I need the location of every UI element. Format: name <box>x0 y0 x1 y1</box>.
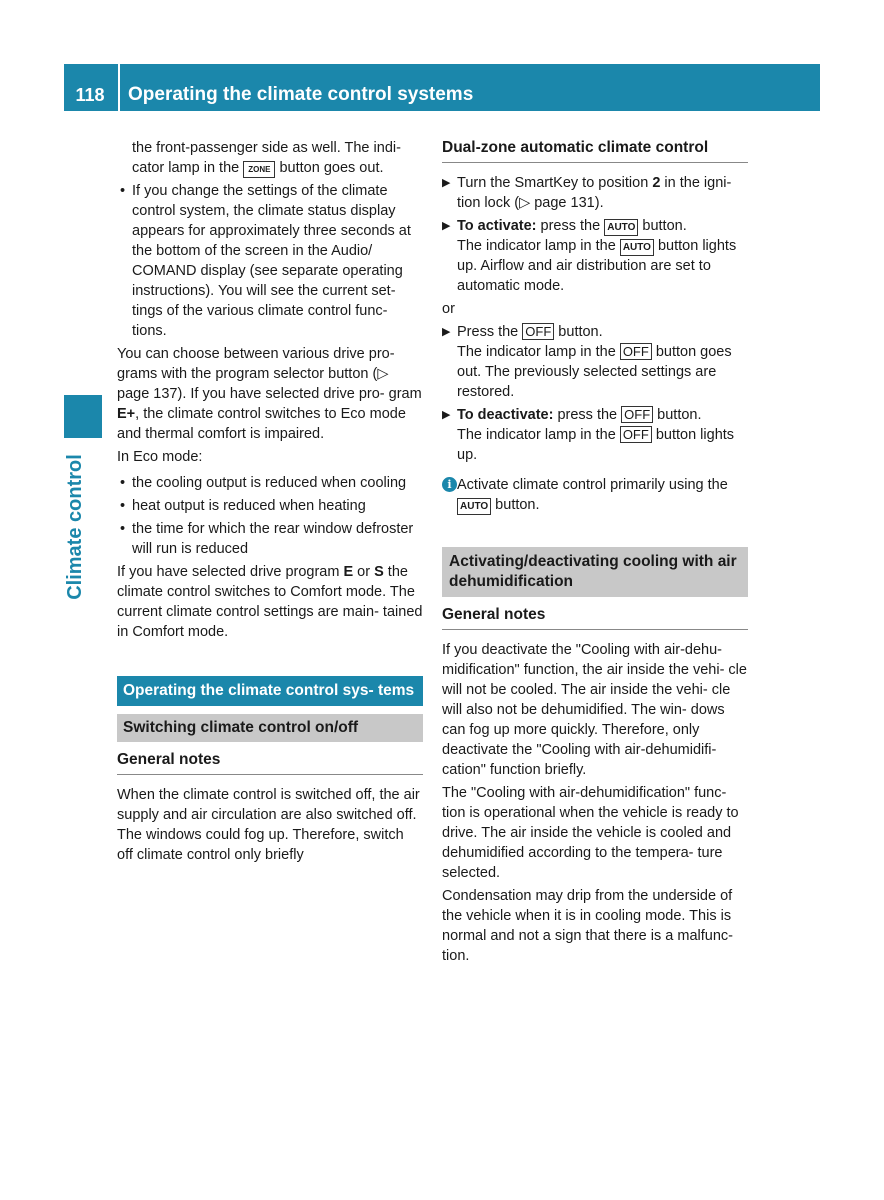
step-arrow-icon: ▶ <box>442 326 451 338</box>
cooling-section-heading: Activating/deactivating cooling with air dehumidification <box>442 547 748 597</box>
press-off-result: The indicator lamp in the OFF button goes out. The previously selected settings are restored. <box>457 344 732 400</box>
para-cooling-2: The "Cooling with air-dehumidification" func- tion is operational when the vehicle is ready to drive. The air inside the vehicle is cooled and dehumidified according to the tempera- ture selected. <box>442 785 739 881</box>
info-note: i Activate climate control primarily using the AUTO button. <box>442 475 748 515</box>
page-title: Operating the climate control systems <box>128 84 474 105</box>
eco-bullet: • heat output is reduced when heating <box>120 498 366 514</box>
or-separator: or <box>442 301 455 317</box>
eco-bullet: • the cooling output is reduced when cooling <box>120 475 407 491</box>
step-arrow-icon: ▶ <box>442 177 451 189</box>
eco-bullet: • the time for which the rear window defroster will run is reduced <box>120 521 414 557</box>
auto-button-icon: AUTO <box>457 498 491 515</box>
page-reference-link[interactable]: ▷ page 137 <box>117 366 389 402</box>
off-button-icon: OFF <box>620 426 652 443</box>
step-deactivate: ▶ To deactivate: press the OFF button. <box>442 407 702 423</box>
step-press-off: ▶ Press the OFF button. <box>442 324 603 340</box>
page-number: 118 <box>75 85 105 105</box>
bullet-climate-settings: • If you change the settings of the climate control system, the climate status display appears for approximately three seconds at the bottom of the screen in the Audio/ COMAND display (see separate operating instructions). You will see the current set- tings of the various climate control func- tions. <box>120 183 411 339</box>
step-activate: ▶ To activate: press the AUTO button. <box>442 218 687 234</box>
para-cooling-1: If you deactivate the "Cooling with air-dehu- midification" function, the air inside the vehi- cle will not be cooled. The air inside the vehi- cle will also not be dehumidified. The win- dows can fog up more quickly. Therefore, only deactivate the "Cooling with air-dehumidifi- cation" function briefly. <box>442 642 747 778</box>
para-comfort-mode: If you have selected drive program E or S the climate control switches to Comfort mode. The current climate control settings are main- tained in Comfort mode. <box>117 564 423 640</box>
left-column <box>117 138 423 868</box>
info-icon: i <box>442 477 457 492</box>
page-reference-link[interactable]: ▷ page 131 <box>519 195 595 211</box>
general-notes-heading: General notes <box>442 605 748 630</box>
step-arrow-icon: ▶ <box>442 220 451 232</box>
step-arrow-icon: ▶ <box>442 409 451 421</box>
zone-button-icon: ZONE <box>243 161 275 178</box>
activate-result: The indicator lamp in the AUTO button lights up. Airflow and air distribution are set to automatic mode. <box>457 238 737 294</box>
auto-button-icon: AUTO <box>620 239 654 256</box>
subsection-heading: Switching climate control on/off <box>117 714 423 742</box>
eco-mode-intro: In Eco mode: <box>117 449 203 465</box>
header-divider <box>118 64 120 111</box>
off-button-icon: OFF <box>621 406 653 423</box>
para-drive-programs: You can choose between various drive pro- grams with the program selector button (▷ page 137). If you have selected drive pro- gram E+, the climate control switches to Eco mode and thermal comfort is impaired. <box>117 346 422 442</box>
para-general-notes: When the climate control is switched off, the air supply and air circulation are also switched off. The windows could fog up. Therefore, switch off climate control only briefly <box>117 787 420 863</box>
step-smartkey: ▶ Turn the SmartKey to position 2 in the igni- tion lock (▷ page 131). <box>442 175 732 211</box>
dual-zone-heading: Dual-zone automatic climate control <box>442 138 748 163</box>
auto-button-icon: AUTO <box>604 219 638 236</box>
continued-bullet-text: the front-passenger side as well. The indi- cator lamp in the ZONE button goes out. <box>132 140 401 176</box>
page-header <box>64 64 820 111</box>
section-heading: Operating the climate control sys- tems <box>117 676 423 706</box>
right-column <box>442 138 748 969</box>
section-tab-marker <box>64 395 102 438</box>
side-section-label: Climate control <box>64 454 86 600</box>
general-notes-heading: General notes <box>117 750 423 775</box>
deactivate-result: The indicator lamp in the OFF button lights up. <box>457 427 735 463</box>
para-cooling-3: Condensation may drip from the underside of the vehicle when it is in cooling mode. This is normal and not a sign that there is a malfunc- tion. <box>442 888 733 964</box>
off-button-icon: OFF <box>522 323 554 340</box>
off-button-icon: OFF <box>620 343 652 360</box>
